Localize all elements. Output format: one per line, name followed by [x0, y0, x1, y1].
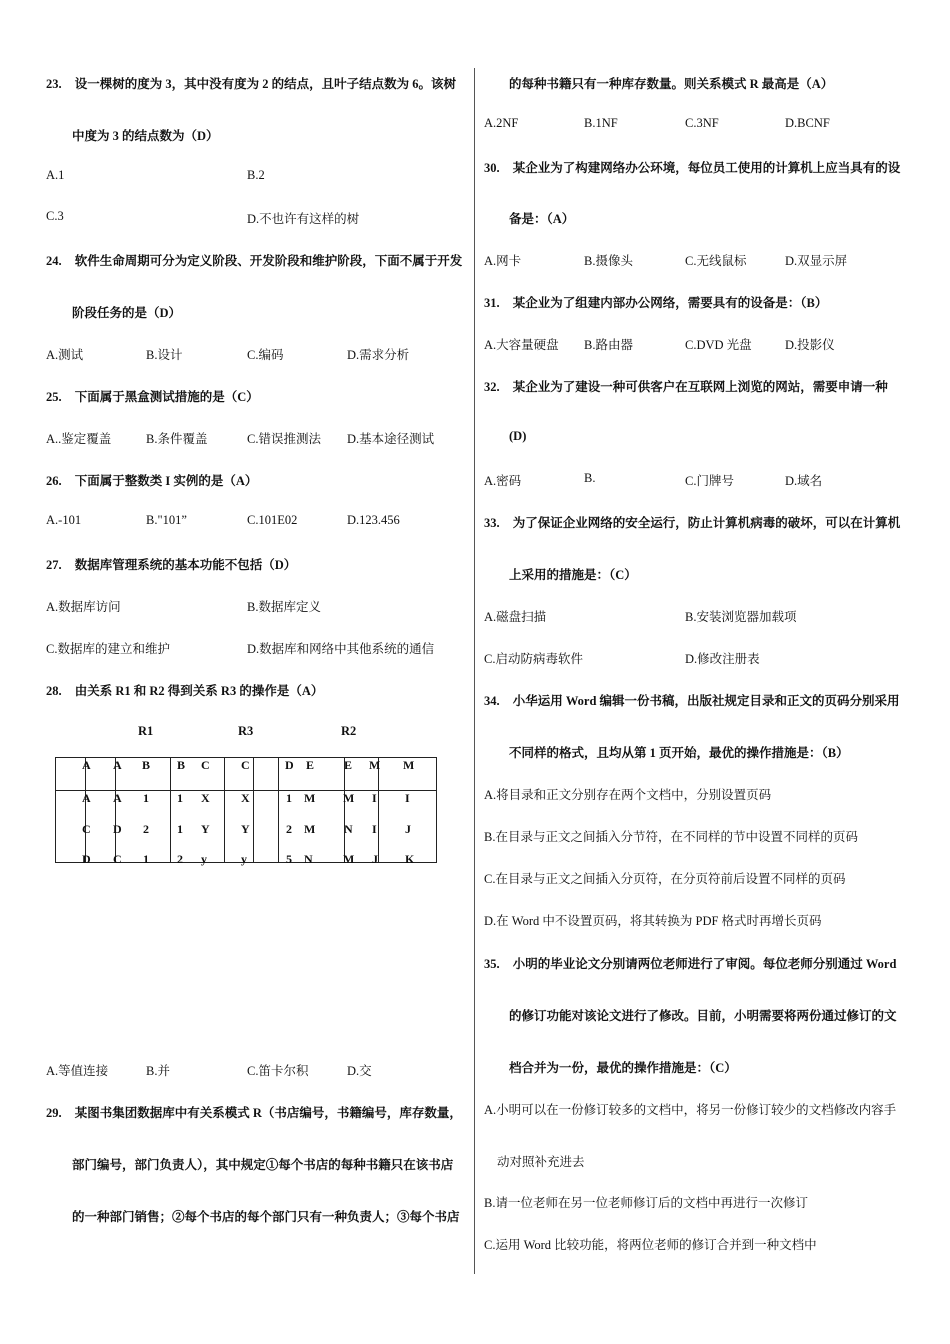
- question-text: 下面属于黑盒测试措施的是（C）: [74, 390, 259, 404]
- table-cell: D: [285, 758, 294, 772]
- relation-label-r1: R1: [138, 724, 154, 738]
- option-a: A.测试: [46, 348, 84, 362]
- question-33-line2: 上采用的措施是：（C）: [509, 568, 637, 582]
- question-text: 为了保证企业网络的安全运行，防止计算机病毒的破坏，可以在计算机: [512, 516, 901, 530]
- table-cell: 1: [177, 822, 183, 836]
- question-34: [484, 691, 900, 709]
- question-29-line3: 的一种部门销售；②每个书店的每个部门只有一种负责人；③每个书店: [72, 1210, 460, 1224]
- column-line: [115, 758, 116, 862]
- table-cell: C: [113, 852, 122, 866]
- table-cell: y: [241, 852, 247, 866]
- column-divider: [474, 68, 475, 1274]
- option-a: A.小明可以在一份修订较多的文档中，将另一份修订较少的文档修改内容手: [484, 1103, 897, 1117]
- question-26: [46, 471, 257, 489]
- option-d: D.投影仪: [785, 338, 835, 352]
- option-a: A.数据库访问: [46, 600, 121, 614]
- table-cell: I: [405, 791, 410, 805]
- option-b: B.并: [146, 1064, 170, 1078]
- option-c: C.门牌号: [685, 474, 734, 488]
- table-cell: C: [241, 758, 250, 772]
- option-b: B.2: [247, 168, 265, 182]
- question-text: 小明的毕业论文分别请两位老师进行了审阅。每位老师分别通过 Word: [512, 957, 897, 971]
- question-text: 由关系 R1 和 R2 得到关系 R3 的操作是（A）: [74, 684, 324, 698]
- table-cell: 2: [143, 822, 149, 836]
- option-b: B.在目录与正文之间插入分节符，在不同样的节中设置不同样的页码: [484, 830, 858, 844]
- column-line: [170, 758, 171, 862]
- table-cell: J: [372, 852, 378, 866]
- table-cell: C: [201, 758, 210, 772]
- column-line: [224, 758, 225, 862]
- table-cell: 2: [177, 852, 183, 866]
- option-a: A.1: [46, 168, 65, 182]
- option-d: D.修改注册表: [685, 652, 760, 666]
- question-number: 26.: [46, 474, 62, 488]
- table-cell: K: [405, 852, 415, 866]
- option-d: D.123.456: [347, 513, 400, 527]
- question-number: 28.: [46, 684, 62, 698]
- table-cell: 2: [286, 822, 292, 836]
- relations-table: [55, 757, 437, 866]
- question-text: 数据库管理系统的基本功能不包括（D）: [74, 558, 297, 572]
- table-cell: M: [369, 758, 381, 772]
- option-c: C.笛卡尔积: [247, 1064, 309, 1078]
- option-c: C.无线鼠标: [685, 254, 747, 268]
- question-number: 25.: [46, 390, 62, 404]
- table-cell: 1: [143, 852, 149, 866]
- table-cell: X: [201, 791, 210, 805]
- option-d: D.不也许有这样的树: [247, 212, 360, 226]
- option-c: C.编码: [247, 348, 284, 362]
- table-cell: M: [403, 758, 415, 772]
- option-b: B."101”: [146, 513, 187, 527]
- table-cell: 1: [286, 791, 292, 805]
- option-c: C.数据库的建立和维护: [46, 642, 170, 656]
- option-a: A.大容量硬盘: [484, 338, 559, 352]
- table-cell: Y: [241, 822, 250, 836]
- option-d: D.交: [347, 1064, 372, 1078]
- option-d: D.数据库和网络中其他系统的通信: [247, 642, 435, 656]
- table-cell: E: [306, 758, 315, 772]
- table-cell: 1: [177, 791, 183, 805]
- table-cell: y: [201, 852, 207, 866]
- option-b: B.1NF: [584, 116, 618, 130]
- question-24-line2: 阶段任务的是（D）: [72, 306, 182, 320]
- option-c: C.错误推测法: [247, 432, 321, 446]
- table-cell: C: [82, 822, 91, 836]
- relation-label-r2: R2: [341, 724, 357, 738]
- column-line: [344, 758, 345, 862]
- option-b: B.设计: [146, 348, 183, 362]
- table-cell: A: [82, 791, 91, 805]
- option-a: A.-101: [46, 513, 82, 527]
- table-cell: X: [241, 791, 250, 805]
- question-number: 33.: [484, 516, 500, 530]
- question-30-line2: 备是：（A）: [509, 212, 575, 226]
- option-c: C.DVD 光盘: [685, 338, 752, 352]
- table-cell: M: [343, 852, 355, 866]
- question-number: 34.: [484, 694, 500, 708]
- question-27: [46, 555, 296, 573]
- option-d: D.域名: [785, 474, 823, 488]
- question-number: 27.: [46, 558, 62, 572]
- table-cell: 1: [143, 791, 149, 805]
- table-cell: A: [113, 758, 122, 772]
- question-text: 下面属于整数类 I 实例的是（A）: [74, 474, 258, 488]
- question-35-line3: 档合并为一份，最优的操作措施是：（C）: [509, 1061, 737, 1075]
- question-text: 某企业为了构建网络办公环境，每位员工使用的计算机上应当具有的设: [512, 161, 901, 175]
- question-31: [484, 293, 827, 311]
- question-text: 小华运用 Word 编辑一份书稿，出版社规定目录和正文的页码分别采用: [512, 694, 900, 708]
- question-text: 某企业为了建设一种可供客户在互联网上浏览的网站，需要申请一种: [512, 380, 888, 394]
- table-cell: N: [304, 852, 313, 866]
- table-cell: M: [343, 791, 355, 805]
- question-text: 某企业为了组建内部办公网络，需要具有的设备是：（B）: [512, 296, 828, 310]
- question-28: [46, 681, 323, 699]
- option-b: B.数据库定义: [247, 600, 321, 614]
- column-line: [253, 758, 254, 862]
- option-b: B.条件覆盖: [146, 432, 208, 446]
- question-text: 软件生命周期可分为定义阶段、开发阶段和维护阶段，下面不属于开发: [74, 254, 463, 268]
- question-text: 设一棵树的度为 3，其中没有度为 2 的结点，且叶子结点数为 6。该树: [74, 77, 457, 91]
- question-33: [484, 513, 900, 531]
- option-a: A.将目录和正文分别存在两个文档中，分别设置页码: [484, 788, 772, 802]
- table-cell: M: [304, 822, 316, 836]
- option-b: B.路由器: [584, 338, 633, 352]
- table-cell: A: [82, 758, 91, 772]
- table-cell: D: [113, 822, 122, 836]
- option-d: D.基本途径测试: [347, 432, 435, 446]
- option-a: A.网卡: [484, 254, 522, 268]
- question-30: [484, 158, 900, 176]
- column-line: [85, 758, 86, 862]
- table-cell: M: [304, 791, 316, 805]
- option-b: B.安装浏览器加载项: [685, 610, 797, 624]
- table-cell: B: [177, 758, 186, 772]
- option-a: A..鉴定覆盖: [46, 432, 112, 446]
- option-d: D.双显示屏: [785, 254, 848, 268]
- question-35: [484, 954, 896, 972]
- option-a: A.等值连接: [46, 1064, 109, 1078]
- question-35-line2: 的修订功能对该论文进行了修改。目前，小明需要将两份通过修订的文: [509, 1009, 897, 1023]
- option-c: C.启动防病毒软件: [484, 652, 583, 666]
- table-cell: E: [344, 758, 353, 772]
- option-d: D.在 Word 中不设置页码，将其转换为 PDF 格式时再增长页码: [484, 914, 822, 928]
- option-c: C.运用 Word 比较功能，将两位老师的修订合并到一种文档中: [484, 1238, 817, 1252]
- table-cell: J: [405, 822, 411, 836]
- column-line: [278, 758, 279, 862]
- question-32: [484, 377, 888, 395]
- question-23: [46, 74, 456, 92]
- relation-label-r3: R3: [238, 724, 254, 738]
- question-29: [46, 1103, 462, 1121]
- table-cell: 5: [286, 852, 292, 866]
- question-25: [46, 387, 259, 405]
- option-c: C.3: [46, 209, 64, 223]
- question-number: 30.: [484, 161, 500, 175]
- table-cell: Y: [201, 822, 210, 836]
- column-line: [378, 758, 379, 862]
- table-cell: A: [113, 791, 122, 805]
- option-d: D.BCNF: [785, 116, 830, 130]
- table-cell: I: [372, 822, 377, 836]
- table-cell: D: [82, 852, 91, 866]
- question-23-line2: 中度为 3 的结点数为（D）: [72, 129, 219, 143]
- table-cell: N: [344, 822, 353, 836]
- option-a: A.磁盘扫描: [484, 610, 547, 624]
- option-c: C.在目录与正文之间插入分页符，在分页符前后设置不同样的页码: [484, 872, 846, 886]
- question-number: 24.: [46, 254, 62, 268]
- option-b: B.请一位老师在另一位老师修订后的文档中再进行一次修订: [484, 1196, 808, 1210]
- question-34-line2: 不同样的格式，且均从第 1 页开始，最优的操作措施是：（B）: [509, 746, 849, 760]
- table-cell: I: [372, 791, 377, 805]
- question-number: 32.: [484, 380, 500, 394]
- question-text: 某图书集团数据库中有关系模式 R（书店编号，书籍编号，库存数量，: [74, 1106, 462, 1120]
- option-a: A.2NF: [484, 116, 519, 130]
- option-a-continued: 动对照补充进去: [497, 1155, 585, 1169]
- question-number: 29.: [46, 1106, 62, 1120]
- option-b: B.: [584, 471, 596, 485]
- option-a: A.密码: [484, 474, 522, 488]
- question-number: 35.: [484, 957, 500, 971]
- option-c: C.3NF: [685, 116, 719, 130]
- option-b: B.摄像头: [584, 254, 633, 268]
- question-29-line2: 部门编号，部门负责人），其中规定①每个书店的每种书籍只在该书店: [72, 1158, 454, 1172]
- question-number: 23.: [46, 77, 62, 91]
- question-29-line4: 的每种书籍只有一种库存数量。则关系模式 R 最高是（A）: [509, 77, 834, 91]
- option-c: C.101E02: [247, 513, 298, 527]
- question-24: [46, 251, 462, 269]
- table-cell: B: [142, 758, 151, 772]
- question-number: 31.: [484, 296, 500, 310]
- question-32-line2: (D): [509, 429, 527, 443]
- option-d: D.需求分析: [347, 348, 410, 362]
